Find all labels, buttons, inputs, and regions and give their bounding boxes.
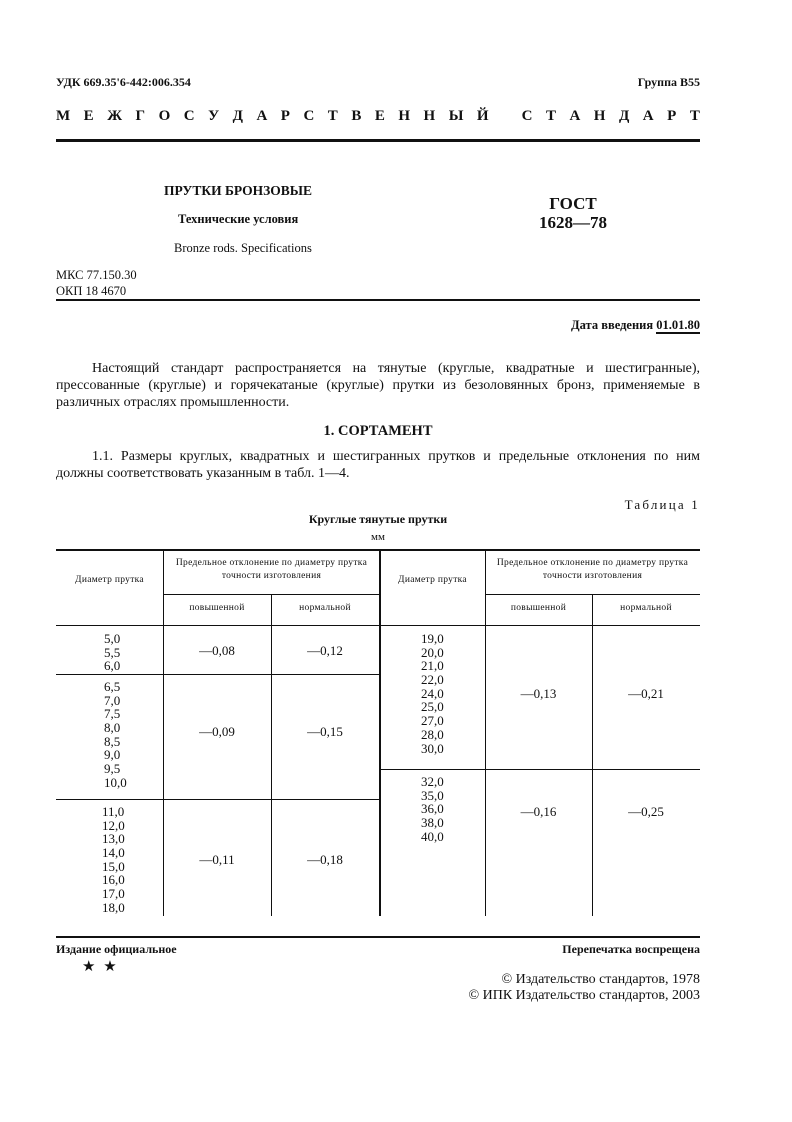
diameter-value: 20,0 [421, 644, 444, 660]
diameter-list-right-1 [421, 632, 444, 755]
diameter-value: 40,0 [421, 828, 444, 844]
tolerance-normal-left-1: —0,12 [307, 643, 343, 658]
header-high-right: повышенной [510, 603, 567, 613]
diameter-value: 18,0 [102, 899, 125, 915]
footer-rule [56, 936, 700, 938]
diameter-value: 12,0 [102, 817, 125, 833]
intro-date-value: 01.01.80 [656, 318, 700, 332]
diameter-value: 9,0 [104, 747, 121, 763]
diameter-value: 36,0 [421, 801, 444, 817]
group-divider-left-2 [56, 799, 380, 800]
tolerance-high-right-1: —0,13 [520, 686, 557, 701]
diameter-value: 14,0 [102, 845, 125, 861]
banner-letter: Н [423, 108, 436, 124]
tolerance-high-left-3: —0,11 [199, 852, 235, 867]
tolerance-normal-right-1: —0,21 [628, 686, 664, 701]
banner-letter: С [183, 108, 195, 124]
banner-letter: Е [374, 108, 385, 124]
header-normal-right: нормальной [620, 603, 672, 613]
diameter-value: 28,0 [421, 726, 444, 742]
okp-code: ОКП 18 4670 [56, 284, 127, 298]
banner-letter: С [521, 108, 533, 124]
copyright-2003: © ИПК Издательство стандартов, 2003 [468, 988, 700, 1003]
diameter-value: 7,0 [104, 692, 121, 708]
reprint-note: Перепечатка воспрещена [562, 942, 700, 956]
group-divider-right-1 [380, 769, 700, 770]
diameter-list-right-2 [421, 775, 444, 843]
col-line-3 [379, 549, 381, 916]
diameter-value: 22,0 [421, 672, 444, 688]
title-rule [56, 299, 700, 301]
banner-letter: Т [545, 108, 556, 124]
header-high-left: повышенной [189, 603, 245, 613]
diameter-value: 24,0 [421, 685, 444, 701]
banner-letter: Р [280, 108, 290, 124]
tolerance-normal-left-3: —0,18 [307, 852, 343, 867]
banner-letter: Е [83, 108, 94, 124]
diameter-value: 7,5 [104, 706, 121, 722]
banner-word-gap [502, 108, 508, 125]
gost-label: ГОСТ [549, 194, 597, 213]
header-deviation-right: Предельное отклонение по диаметру прутка точности изготовления [496, 558, 689, 581]
document-title: ПРУТКИ БРОНЗОВЫЕ [164, 183, 312, 198]
standard-banner [56, 108, 700, 125]
header-diameter-left: Диаметр прутка [75, 575, 144, 585]
banner-letter: Н [398, 108, 411, 124]
header-deviation-left: Предельное отклонение по диаметру прутка точности изготовления [175, 558, 368, 581]
banner-letter: О [158, 108, 171, 124]
diameter-value: 21,0 [421, 658, 444, 674]
edition-note: Издание официальное [56, 942, 177, 956]
mks-code: МКС 77.150.30 [56, 268, 137, 282]
banner-letter: А [569, 108, 581, 124]
diameter-value: 11,0 [102, 804, 125, 819]
diameter-value: 13,0 [102, 831, 125, 847]
group-code: Группа В55 [637, 75, 700, 89]
diameter-value: 9,5 [104, 761, 121, 777]
diameter-value: 8,0 [104, 720, 121, 736]
table-caption: Круглые тянутые прутки [308, 512, 448, 526]
diameter-list-left-2 [104, 680, 127, 790]
section-paragraph: 1.1. Размеры круглых, квадратных и шестигранных прутков и предельные отклонения по ним должны соответствовать указанным в табл. 1—4. [56, 449, 700, 481]
group-divider-left-1 [56, 674, 380, 675]
diameter-value: 5,5 [104, 644, 121, 660]
diameter-value: 19,0 [421, 631, 444, 646]
header-normal-left: нормальной [299, 603, 351, 613]
document-subtitle: Технические условия [178, 212, 299, 226]
banner-letter: М [56, 108, 71, 124]
header-diameter-right: Диаметр прутка [398, 575, 467, 585]
udk-code: УДК 669.35'6-442:006.354 [56, 75, 191, 89]
intro-date [571, 318, 700, 333]
diameter-value: 30,0 [421, 740, 444, 756]
stars-mark: ★ ★ [82, 959, 119, 975]
copyright-1978: © Издательство стандартов, 1978 [501, 972, 700, 987]
english-title: Bronze rods. Specifications [174, 241, 312, 255]
section-heading: 1. СОРТАМЕНТ [323, 423, 433, 439]
banner-letter: Р [667, 108, 677, 124]
diameter-value: 5,0 [104, 631, 121, 646]
diameter-value: 35,0 [421, 787, 444, 803]
header-rule [56, 139, 700, 142]
diameter-value: 17,0 [102, 886, 125, 902]
diameter-value: 6,5 [104, 679, 121, 694]
diameter-value: 27,0 [421, 713, 444, 729]
tolerance-normal-right-2: —0,25 [628, 804, 664, 819]
table-round-drawn-rods [56, 549, 700, 916]
tolerance-high-left-2: —0,09 [199, 724, 235, 739]
banner-letter: Н [593, 108, 606, 124]
banner-letter: Д [232, 108, 243, 124]
banner-letter: А [256, 108, 268, 124]
gost-number: 1628—78 [539, 213, 607, 232]
banner-letter: А [642, 108, 654, 124]
banner-letter: С [303, 108, 315, 124]
diameter-value: 8,5 [104, 733, 121, 749]
banner-letter: Г [135, 108, 146, 124]
diameter-value: 16,0 [102, 872, 125, 888]
diameter-list-left-3 [102, 805, 125, 915]
diameter-value: 15,0 [102, 858, 125, 874]
table-unit: мм [371, 531, 385, 543]
diameter-value: 38,0 [421, 815, 444, 831]
tolerance-normal-left-2: —0,15 [307, 724, 343, 739]
intro-date-label: Дата введения [571, 318, 654, 332]
diameter-value: 6,0 [104, 658, 121, 674]
diameter-value: 25,0 [421, 699, 444, 715]
banner-letter: Д [618, 108, 630, 124]
banner-letter: Т [327, 108, 338, 124]
table-label: Таблица 1 [624, 497, 700, 512]
diameter-value: 10,0 [104, 774, 127, 790]
diameter-list-left-1 [104, 632, 120, 673]
col-line-5 [592, 594, 593, 916]
banner-letter: У [208, 108, 220, 124]
table-top-line [56, 549, 700, 551]
banner-letter: Т [689, 108, 700, 124]
tolerance-high-right-2: —0,16 [520, 804, 557, 819]
banner-letter: Ж [107, 108, 123, 124]
banner-letter: Й [476, 108, 489, 124]
tolerance-high-left-1: —0,08 [199, 643, 235, 658]
intro-paragraph: Настоящий стандарт распространяется на тянутые (круглые, квадратные и шестигранные), прессованные (круглые) и горячекатаные (круглые) прутки из безоловянных бронз, применяемые в различных отраслях промышленности. [56, 361, 700, 410]
header-bottom-line [56, 625, 700, 626]
banner-letter: В [351, 108, 362, 124]
diameter-value: 32,0 [421, 774, 444, 789]
banner-letter: Ы [448, 108, 464, 124]
